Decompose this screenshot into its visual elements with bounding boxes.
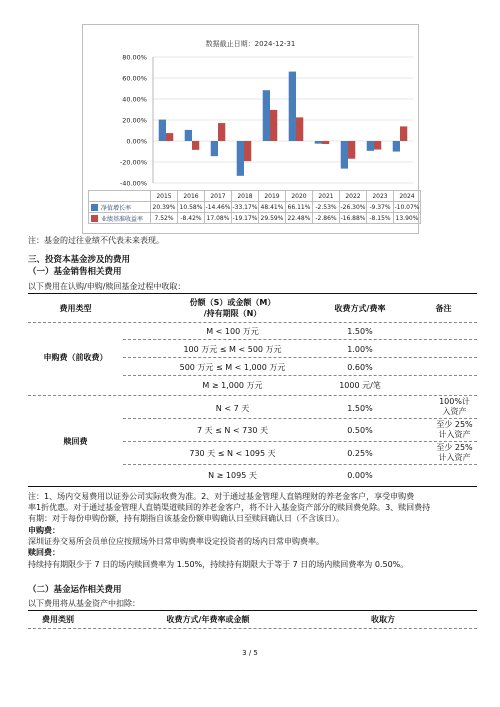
sub-cond: M ≥ 1,000 万元	[202, 381, 263, 390]
header-amount-line2: /持有期限（N）	[203, 309, 262, 318]
bar-benchmark	[244, 141, 251, 161]
x-tick-label: 2015	[151, 191, 178, 202]
divider	[123, 339, 477, 340]
x-tick-label: 2021	[313, 191, 340, 202]
data-label: 29.59%	[259, 213, 286, 224]
subscribe-fee-title: 申购费：	[28, 526, 60, 535]
y-tick-label: 60.00%	[122, 74, 147, 83]
divider	[123, 418, 477, 419]
data-label: -8.42%	[178, 213, 205, 224]
bar-nav-growth	[211, 141, 218, 156]
red-remark: 入资产	[442, 407, 467, 416]
subsection-2-intro: 以下费用将从基金资产中扣除：	[28, 599, 140, 608]
redeem-fee-text: 持续持有期限少于 7 日的场内赎回费率为 1.50%，持续持有期限大于等于 7 日的场内赎回费率为 0.50%。	[28, 560, 409, 569]
bar-benchmark	[218, 123, 225, 141]
header-amount-line1: 份额（S）或金额（M）	[189, 298, 276, 307]
x-tick-label: 2022	[340, 191, 367, 202]
red-remark: 计入资产	[438, 430, 471, 439]
data-label: -9.37%	[367, 202, 394, 213]
past-performance-note: 注：基金的过往业绩不代表未来表现。	[28, 236, 164, 245]
data-label: 10.58%	[178, 202, 205, 213]
data-label: -8.15%	[367, 213, 394, 224]
subscribe-fee-text: 深圳证券交易所会员单位应按照场外日常申购费率设定投资者的场内日常申购费率。	[28, 537, 324, 546]
chart-data-table	[88, 190, 421, 224]
bar-nav-growth	[159, 120, 166, 141]
red-remark: 至少 25%	[436, 420, 473, 429]
legend-swatch	[91, 215, 98, 222]
bar-nav-growth	[315, 141, 322, 144]
chart-title: 数据截止日期：2024-12-31	[205, 40, 296, 48]
sub-cond: 100 万元 ≤ M < 500 万元	[183, 345, 282, 354]
red-remark: 至少 25%	[436, 443, 473, 452]
legend-label-nav-growth: 净值增长率	[101, 204, 132, 212]
redeem-fee-title: 赎回费：	[28, 548, 60, 557]
data-label: 17.08%	[205, 213, 232, 224]
red-cond: 7 天 ≤ N < 730 天	[196, 426, 268, 435]
y-tick-label: 0.00%	[126, 137, 147, 146]
sub-rate: 1000 元/笔	[339, 381, 381, 390]
chart-table-series-row	[89, 213, 421, 224]
header-rate: 收费方式/费率	[334, 304, 386, 313]
y-tick-label: 80.00%	[122, 53, 147, 62]
bar-benchmark	[296, 117, 303, 141]
subsection-2-title: （二）基金运作相关费用	[28, 585, 122, 595]
red-cond: N < 7 天	[215, 404, 250, 413]
data-label: -26.30%	[340, 203, 366, 211]
x-tick-label: 2024	[394, 191, 421, 202]
redemption-fee-type: 赎回费	[63, 437, 88, 446]
table-top-rule	[28, 610, 477, 611]
fee-note-line2: 率1折优惠。对于通过基金管理人直销渠道赎回的养老金客户，将不计入基金资产部分的赎回费免除。3、赎回费持	[28, 503, 431, 512]
sub-cond: 500 万元 ≤ M < 1,000 万元	[179, 363, 286, 372]
red-remark: 计入资产	[438, 453, 471, 462]
data-label: -14.46%	[205, 203, 231, 211]
data-label: -19.17%	[232, 214, 258, 222]
divider	[123, 375, 477, 376]
op-header-rate: 收费方式/年费率或金额	[166, 615, 250, 624]
bar-nav-growth	[237, 141, 244, 176]
divider	[28, 628, 477, 629]
divider	[28, 395, 477, 396]
red-rate: 1.50%	[347, 404, 373, 413]
data-label: -2.53%	[313, 202, 340, 213]
bar-benchmark	[192, 141, 199, 150]
red-cond: 730 天 ≤ N < 1095 天	[189, 449, 276, 458]
subsection-1-title: （一）基金销售相关费用	[28, 267, 122, 277]
fee-note-line1: 注：1、场内交易费用以证券公司实际收费为准。2、对于通过基金管理人直销理财的养老金客户，享受申购费	[28, 492, 415, 501]
op-header-payee: 收取方	[371, 615, 395, 624]
red-rate: 0.50%	[347, 426, 373, 435]
data-label: -33.17%	[232, 203, 258, 211]
data-label: 7.52%	[151, 213, 178, 224]
data-label: 48.41%	[259, 202, 286, 213]
data-label: 13.90%	[394, 213, 421, 224]
bar-nav-growth	[341, 141, 348, 169]
data-label: 20.39%	[151, 202, 178, 213]
divider	[123, 357, 477, 358]
y-tick-label: 20.00%	[122, 116, 147, 125]
divider	[28, 322, 477, 323]
sub-rate: 1.00%	[347, 345, 373, 354]
subscription-fee-type: 申购费（前收费）	[43, 353, 108, 362]
y-tick-label: -20.00%	[119, 158, 147, 167]
legend-swatch	[91, 204, 98, 211]
header-fee-type: 费用类型	[59, 304, 92, 313]
sub-cond: M < 100 万元	[206, 327, 259, 336]
sub-rate: 1.50%	[347, 327, 373, 336]
x-tick-label: 2019	[259, 191, 286, 202]
x-tick-label: 2020	[286, 191, 313, 202]
sub-rate: 0.60%	[347, 363, 373, 372]
bar-nav-growth	[263, 90, 270, 141]
red-remark: 100%计	[439, 397, 470, 406]
subsection-1-intro: 以下费用在认购/申购/赎回基金过程中收取：	[28, 282, 186, 291]
red-cond: N ≥ 1095 天	[208, 471, 257, 480]
bar-benchmark	[348, 141, 355, 159]
operating-fee-table	[28, 610, 477, 630]
divider	[123, 441, 477, 442]
data-label: -10.07%	[394, 203, 420, 211]
data-label: -2.86%	[313, 213, 340, 224]
y-tick-label: -40.00%	[119, 179, 147, 188]
x-tick-label: 2016	[178, 191, 205, 202]
fee-note-line3: 有期：对于每份申购份额，持有期指自该基金份额申购确认日至赎回确认日（不含该日）。	[28, 514, 344, 523]
sales-fee-table	[28, 293, 477, 490]
x-tick-label: 2017	[205, 191, 232, 202]
table-top-rule	[28, 293, 477, 294]
bar-benchmark	[322, 141, 329, 144]
chart-table-year-row	[89, 191, 421, 202]
table-bottom-rule	[28, 486, 477, 487]
section-3-title: 三、投资本基金涉及的费用	[28, 255, 131, 265]
bar-benchmark	[374, 141, 381, 150]
bar-benchmark	[166, 133, 173, 141]
bar-nav-growth	[185, 130, 192, 141]
page-number: 3 / 5	[242, 649, 258, 657]
red-rate: 0.25%	[347, 449, 373, 458]
data-label: -16.88%	[340, 214, 366, 222]
op-header-type: 费用类别	[42, 615, 74, 624]
bar-nav-growth	[367, 141, 374, 151]
bar-nav-growth	[289, 72, 296, 141]
x-tick-label: 2023	[367, 191, 394, 202]
legend-label-benchmark: 业绩基准收益率	[101, 215, 144, 223]
bar-benchmark	[400, 126, 407, 141]
bar-benchmark	[270, 110, 277, 141]
red-rate: 0.00%	[347, 471, 373, 480]
data-label: 66.11%	[286, 202, 313, 213]
bar-nav-growth	[393, 141, 400, 152]
chart-table-series-row	[89, 202, 421, 213]
data-label: 22.48%	[286, 213, 313, 224]
y-tick-label: 40.00%	[122, 95, 147, 104]
x-tick-label: 2018	[232, 191, 259, 202]
header-remark: 备注	[435, 304, 452, 313]
divider	[123, 464, 477, 465]
